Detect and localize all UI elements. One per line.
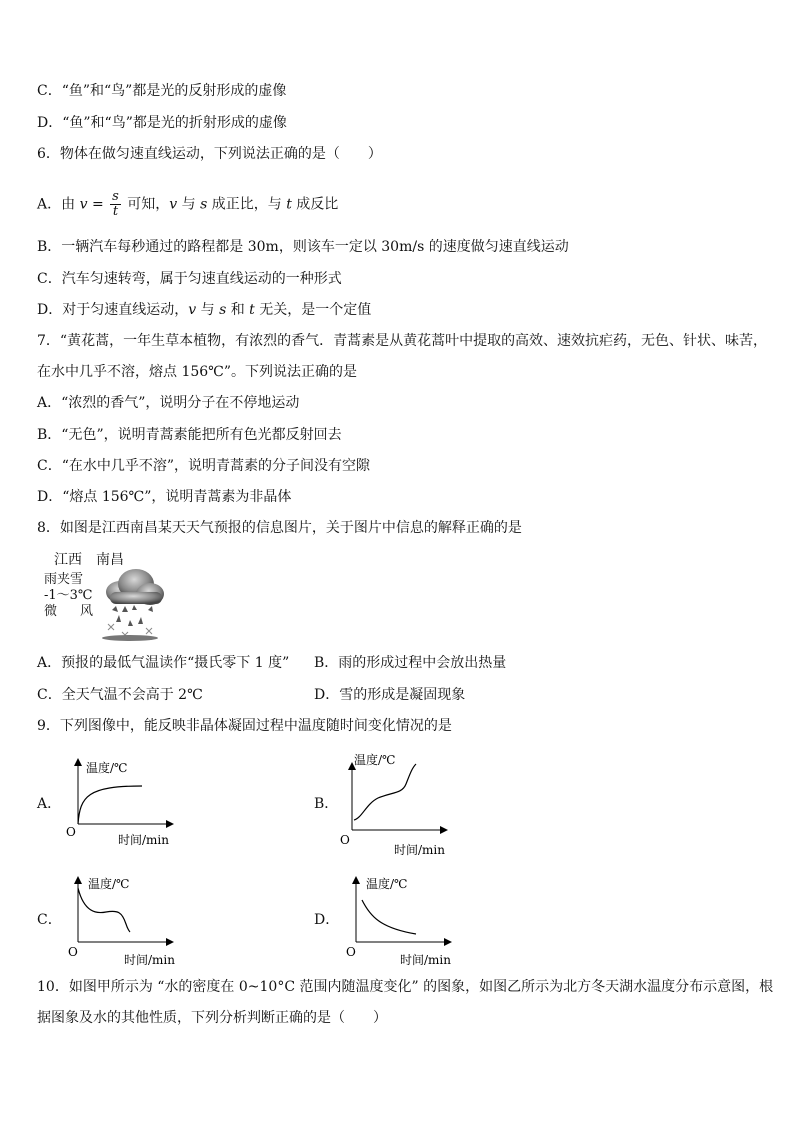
graph-d-origin: O: [346, 945, 356, 959]
graph-c-ylabel: 温度/℃: [88, 877, 130, 891]
q7-stem-line1: 7．“黄花蒿，一年生草本植物，有浓烈的香气．青蒿素是从黄花蒿叶中提取的高效、速效抗疟药，无色、针状、味苦，: [37, 333, 768, 349]
weather-condition: 雨夹雪: [44, 572, 84, 587]
graph-b-origin: O: [340, 833, 350, 847]
q9-stem: 9．下列图像中，能反映非晶体凝固过程中温度随时间变化情况的是: [37, 718, 452, 734]
q8-option-d: D．雪的形成是凝固现象: [314, 687, 466, 703]
q8-option-c: C．全天气温不会高于 2℃: [37, 687, 203, 703]
s-over-t-fraction: $\frac{s}{t}$: [112, 189, 119, 219]
q10-stem-line1: 10．如图甲所示为 “水的密度在 0~10°C 范围内随温度变化” 的图象，如图乙所示为北方冬天湖水温度分布示意图，根: [37, 979, 774, 995]
q8-stem: 8．如图是江西南昌某天天气预报的信息图片，关于图片中信息的解释正确的是: [37, 520, 522, 536]
weather-forecast-image: [42, 550, 172, 644]
q7-option-a: A．“浓烈的香气”，说明分子在不停地运动: [37, 395, 300, 411]
graph-a-ylabel: 温度/℃: [86, 761, 128, 775]
q8-option-a: A．预报的最低气温读作“摄氏零下 1 度”: [37, 655, 290, 671]
graph-a: [62, 758, 192, 848]
graph-b-option-label: B．: [314, 796, 339, 812]
weather-wind-right: 风: [80, 604, 94, 619]
q7-option-c: C．“在水中几乎不溶”，说明青蒿素的分子间没有空隙: [37, 458, 371, 474]
graph-d-xlabel: 时间/min: [400, 953, 451, 967]
rain-snow-cloud-icon: [98, 568, 168, 644]
graph-c: [62, 872, 192, 968]
q7-stem-line2: 在水中几乎不溶，熔点 156℃”。下列说法正确的是: [37, 364, 357, 380]
graph-d-ylabel: 温度/℃: [366, 877, 408, 891]
graph-b: [336, 750, 466, 860]
q6-stem: 6．物体在做匀速直线运动，下列说法正确的是（ ）: [37, 146, 382, 162]
q10-stem-line2: 据图象及水的其他性质，下列分析判断正确的是（ ）: [37, 1010, 387, 1026]
weather-temperature: -1～3℃: [44, 588, 93, 603]
q6-option-c: C．汽车匀速转弯，属于匀速直线运动的一种形式: [37, 271, 342, 287]
graph-c-xlabel: 时间/min: [124, 953, 175, 967]
graph-d: [340, 872, 470, 968]
weather-place: 江西 南昌: [54, 552, 124, 568]
q7-option-b: B．“无色”，说明青蒿素能把所有色光都反射回去: [37, 427, 342, 443]
q5-option-c: C．“鱼”和“鸟”都是光的反射形成的虚像: [37, 83, 287, 99]
graph-c-origin: O: [68, 945, 78, 959]
q6-option-b: B．一辆汽车每秒通过的路程都是 30m，则该车一定以 30m/s 的速度做匀速直线运动: [37, 239, 569, 255]
q5-option-d: D．“鱼”和“鸟”都是光的折射形成的虚像: [37, 115, 287, 131]
graph-a-option-label: A．: [37, 796, 62, 812]
graph-a-xlabel: 时间/min: [118, 833, 169, 847]
q6-option-d: D．对于匀速直线运动，v 与 s 和 t 无关，是一个定值: [37, 302, 372, 318]
q8-option-b: B．雨的形成过程中会放出热量: [314, 655, 507, 671]
q6-option-a: A．由 v = $\frac{s}{t}$ 可知，v 与 s 成正比，与 t 成反比: [37, 189, 339, 219]
graph-d-option-label: D．: [314, 912, 340, 928]
weather-wind-left: 微: [44, 604, 58, 619]
graph-c-option-label: C．: [37, 912, 62, 928]
q7-option-d: D．“熔点 156℃”，说明青蒿素为非晶体: [37, 489, 292, 505]
graph-b-ylabel: 温度/℃: [354, 753, 396, 767]
graph-a-origin: O: [66, 825, 76, 839]
graph-b-xlabel: 时间/min: [394, 843, 445, 857]
